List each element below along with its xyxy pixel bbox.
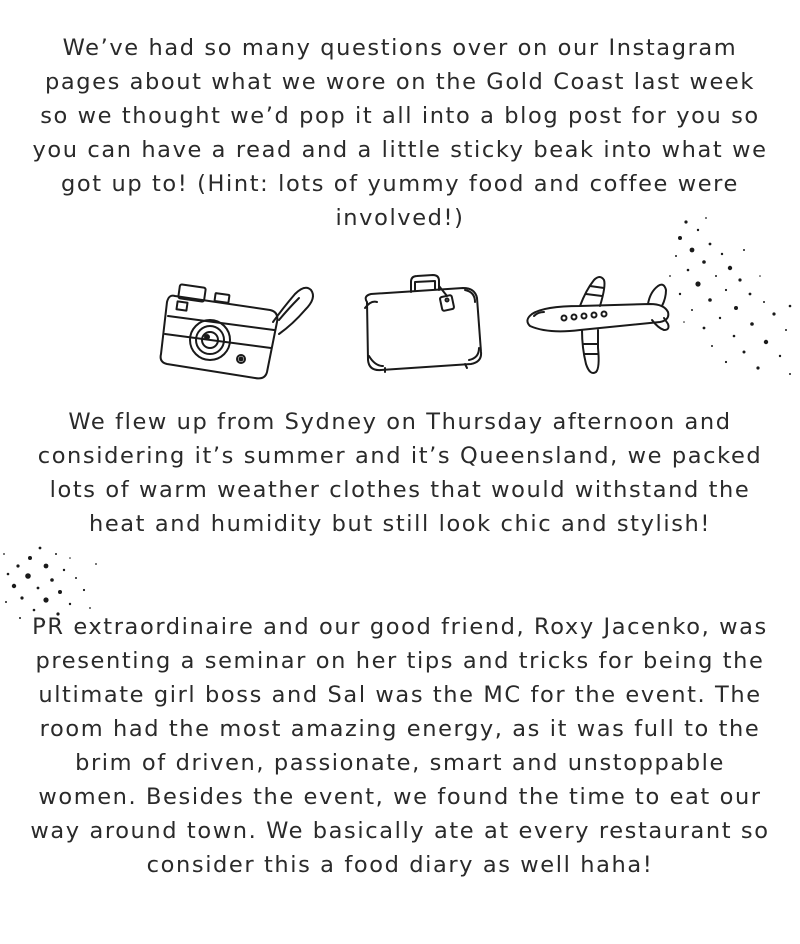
camera-icon [155,268,325,386]
flight-paragraph: We flew up from Sydney on Thursday afternoon and considering it’s summer and it’s Queensland, we packed lots of warm weather clothes that would withstand the heat and humidity but still look chic and stylish! [37,409,763,537]
event-paragraph: PR extraordinaire and our good friend, Roxy Jacenko, was presenting a seminar on her tips and tricks for being the ultimate girl boss and Sal was the MC for the event. The room had the most amazing energy, as it was full to the brim of driven, passionate, smart and unstoppable women. Besides the event, we found the time to eat our way around town. We basically ate at every restaurant so consider this a food diary as well haha! [30,614,770,878]
ink-splatter-decoration [640,210,800,390]
travel-illustrations [150,268,690,388]
intro-paragraph: We’ve had so many questions over on our Instagram pages about what we wore on the Gold Coast last week so we thought we’d pop it all into a blog post for you so you can have a read and a little sticky beak into what we got up to! (Hint: lots of yummy food and coffee were involved!) [32,35,768,231]
suitcase-icon [355,268,495,378]
